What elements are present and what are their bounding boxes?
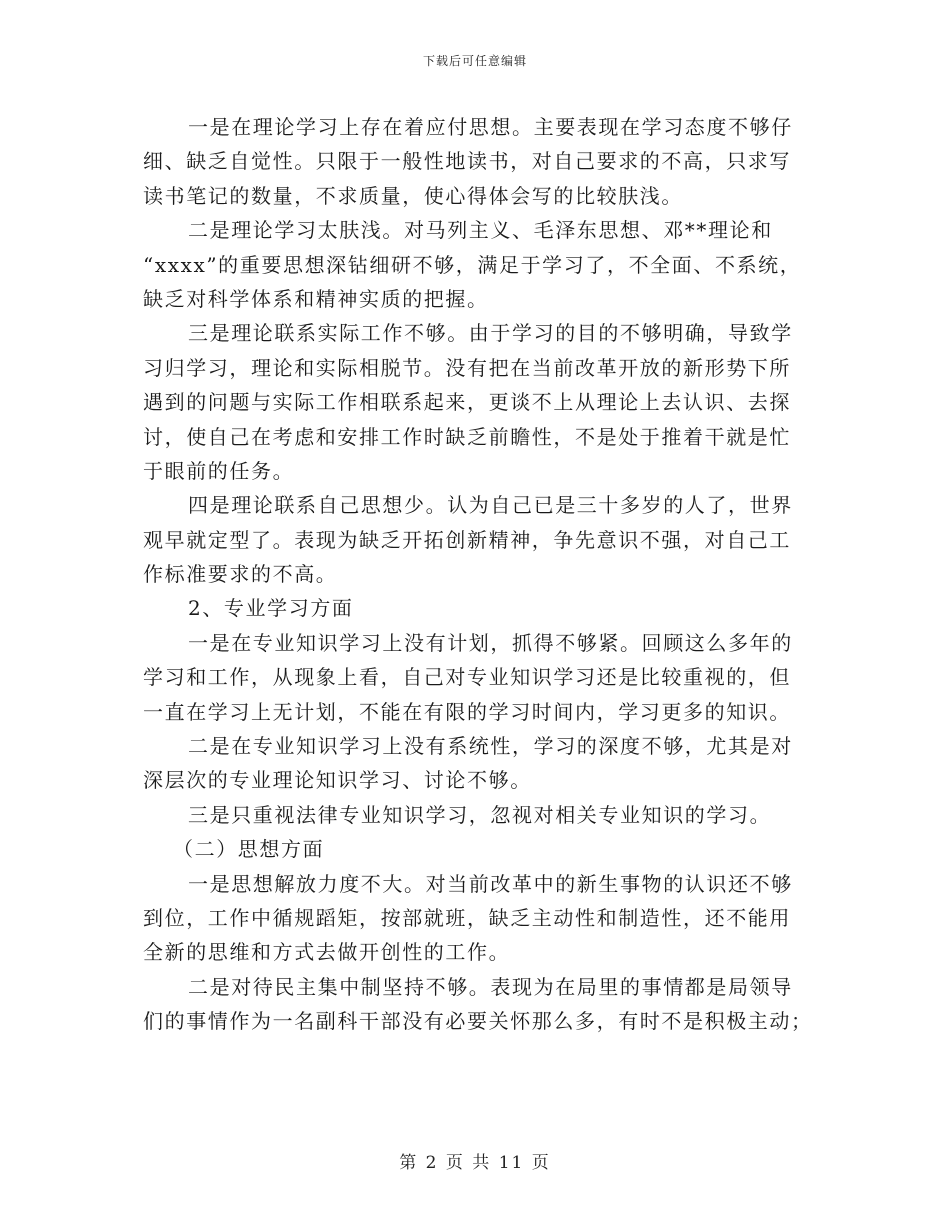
text-line: 缺乏对科学体系和精神实质的把握。	[143, 286, 489, 311]
text-line: 全新的思维和方式去做开创性的工作。	[143, 940, 511, 965]
text-line: 二是理论学习太肤浅。对马列主义、毛泽东思想、邓**理论和	[188, 218, 773, 243]
document-body	[143, 110, 813, 1039]
section-heading: 2、专业学习方面	[188, 596, 354, 621]
text-line: 一是在专业知识学习上没有计划，抓得不够紧。回顾这么多年的	[188, 630, 793, 655]
text-line: 二是在专业知识学习上没有系统性，学习的深度不够，尤其是对	[188, 734, 793, 759]
text-line: “xxxx”的重要思想深钻细研不够，满足于学习了，不全面、不系统，	[143, 252, 802, 277]
text-line: 一是思想解放力度不大。对当前改革中的新生事物的认识还不够	[188, 871, 793, 896]
text-line: 学习和工作，从现象上看，自己对专业知识学习还是比较重视的，但	[143, 665, 791, 690]
text-line: 深层次的专业理论知识学习、讨论不够。	[143, 768, 532, 793]
text-line: 一是在理论学习上存在着应付思想。主要表现在学习态度不够仔	[188, 115, 793, 139]
text-line: 二是对待民主集中制坚持不够。表现为在局里的事情都是局领导	[188, 974, 793, 999]
text-line: 四是理论联系自己思想少。认为自己已是三十多岁的人了，世界	[188, 493, 793, 518]
text-line: 三是理论联系实际工作不够。由于学习的目的不够明确，导致学	[188, 321, 793, 346]
text-line: 观早就定型了。表现为缺乏开拓创新精神，争先意识不强，对自己工	[143, 527, 791, 552]
text-line: 到位，工作中循规蹈矩，按部就班，缺乏主动性和制造性，还不能用	[143, 905, 791, 930]
text-line: 习归学习，理论和实际相脱节。没有把在当前改革开放的新形势下所	[143, 355, 791, 380]
text-line: 讨，使自己在考虑和安排工作时缺乏前瞻性，不是处于推着干就是忙	[143, 424, 791, 449]
text-line: 作标准要求的不高。	[143, 562, 338, 587]
text-line: 细、缺乏自觉性。只限于一般性地读书，对自己要求的不高，只求写	[143, 149, 791, 174]
page-header: 下载后可任意编辑	[422, 54, 527, 68]
section-heading: （二）思想方面	[173, 837, 325, 862]
text-line: 读书笔记的数量，不求质量，使心得体会写的比较肤浅。	[143, 183, 683, 208]
text-line: 遇到的问题与实际工作相联系起来，更谈不上从理论上去认识、去探	[143, 390, 791, 415]
text-line: 三是只重视法律专业知识学习，忽视对相关专业知识的学习。	[188, 802, 772, 827]
text-line: 们的事情作为一名副科干部没有必要关怀那么多，有时不是积极主动；	[143, 1009, 813, 1034]
text-line: 于眼前的任务。	[143, 458, 295, 483]
text-line: 一直在学习上无计划，不能在有限的学习时间内，学习更多的知识。	[143, 699, 791, 724]
page-number-footer: 第 2 页 共 11 页	[399, 1153, 551, 1173]
